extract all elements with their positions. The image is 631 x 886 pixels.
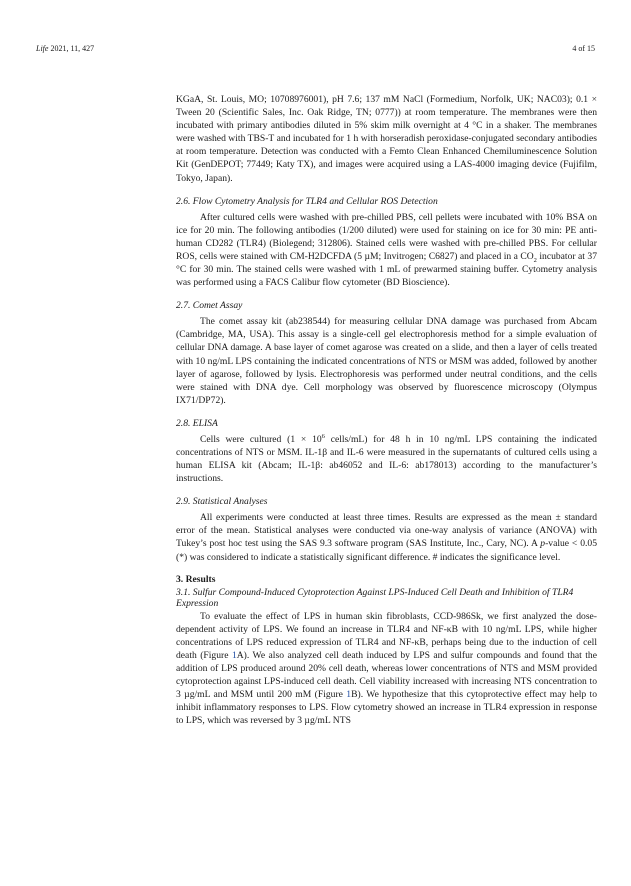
paragraph-comet-assay: The comet assay kit (ab238544) for measuring cellular DNA damage was purchased from Abcam (Cambridge, MA, USA). This assay is a single-cell gel electrophoresis method for a simple evaluation of cellular DNA damage. A base layer of comet agarose was created on a slide, and then a layer of cells treated with 10 ng/mL LPS containing the indicated concentrations of NTS or MSM was added, followed by another layer of agarose, followed by lysis. Electrophoresis was performed under neutral conditions, and the cells were stained with DNA dye. Cell morphology was observed by fluorescence microscopy (Olympus IX71/DP72). <box>176 316 597 406</box>
paragraph-western-blot: KGaA, St. Louis, MO; 10708976001), pH 7.6; 137 mM NaCl (Formedium, Norfolk, UK; NAC03); 0.1 × Tween 20 (Scientific Sales, Inc. Oak Ridge, TN; 0777)) at room temperature. The membranes were then incubated with primary antibodies diluted in 5% skim milk overnight at 4 °C in a shaker. The membranes were washed with TBS-T and incubated for 1 h with horseradish peroxidase-conjugated secondary antibodies at room temperature. Detection was conducted with a Femto Clean Enhanced Chemiluminescence Solution Kit (GenDEPOT; 77449; Katy TX), and images were acquired using a LAS-4000 imaging device (Fujifilm, Tokyo, Japan). <box>176 94 597 184</box>
running-header <box>36 43 595 55</box>
paragraph-statistics <box>176 511 597 563</box>
volume-info: 2021, 11, 427 <box>48 44 95 53</box>
section-heading-results: 3. Results <box>176 573 216 585</box>
figure-link-1a[interactable]: 1 <box>231 649 237 661</box>
stats-text-a: All experiments were conducted at least three times. Results are expressed as the mean ± standard error of the mean. Statistical analyses were conducted via one-way analysis of variance (ANOVA) with Tukey’s post hoc test using the SAS 9.3 software program (SAS Institute, Inc., Cary, NC). A <box>176 512 597 550</box>
flow-text-b: incubator at 37 °C for 30 min. The stained cells were washed with 1 mL of prewarmed staining buffer. Cytometry analysis was performed using a FACS Calibur flow cytometer (BD Bioscience). <box>176 250 597 289</box>
section-heading-2-6: 2.6. Flow Cytometry Analysis for TLR4 and Cellular ROS Detection <box>176 195 438 207</box>
paragraph-elisa <box>176 433 597 485</box>
journal-citation <box>36 43 94 55</box>
page-number: 4 of 15 <box>572 44 595 53</box>
subsection-heading-3-1: 3.1. Sulfur Compound-Induced Cytoprotection Against LPS-Induced Cell Death and Inhibition of TLR4 Expression <box>176 586 574 609</box>
paragraph-flow-cytometry <box>176 211 597 290</box>
results-text-b: A). We also analyzed cell death induced by LPS and sulfur compounds and found that the addition of LPS produced around 20% cell death, whereas lower concentrations of NTS and MSM provided cytoprotection against LPS-induced cell death. Cell viability increased with increasing NTS concentration to 3 µg/mL and MSM until 200 mM (Figure <box>176 649 597 701</box>
results-text-a: To evaluate the effect of LPS in human skin fibroblasts, CCD-986Sk, we first analyzed the dose-dependent activity of LPS. We found an increase in TLR4 and NF-κB with 10 ng/mL LPS, while higher concentrations of LPS reduced expression of TLR4 and NF-κB, perhaps being due to the induction of cell death (Figure <box>176 610 597 661</box>
section-heading-2-8: 2.8. ELISA <box>176 417 218 429</box>
stats-text-b: -value < 0.05 (*) was considered to indicate a statistically significant difference. # indicates the significance level. <box>176 538 597 563</box>
co2-subscript: 2 <box>533 256 537 264</box>
journal-name: Life <box>36 44 49 53</box>
elisa-text-b: cells/mL) for 48 h in 10 ng/mL LPS containing the indicated concentrations of NTS or MSM. IL-1β and IL-6 were measured in the supernatants of cultured cells using a human ELISA kit (Abcam; IL-1β: ab46052 and IL-6: ab178013) according to the manufacturer’s instructions. <box>176 433 597 485</box>
figure-link-1b[interactable]: 1 <box>346 689 352 701</box>
section-heading-2-7: 2.7. Comet Assay <box>176 300 243 312</box>
article-body <box>176 93 597 727</box>
paragraph-results <box>176 610 597 728</box>
p-value-italic: p <box>540 538 546 550</box>
section-heading-2-9: 2.9. Statistical Analyses <box>176 496 268 508</box>
results-text-c: B). We hypothesize that this cytoprotective effect may help to inhibit inflammatory responses to LPS. Flow cytometry showed an increase in TLR4 expression in response to LPS, which was reversed by 3 µg/mL NTS <box>176 689 598 727</box>
exponent-superscript: 6 <box>321 432 325 440</box>
flow-text-a: After cultured cells were washed with pre-chilled PBS, cell pellets were incubated with 10% BSA on ice for 20 min. The following antibodies (1/200 diluted) were used for staining on ice for 30 min: PE anti-human CD282 (TLR4) (Biolegend; 312806). Stained cells were washed with pre-chilled PBS. For cellular ROS, cells were stained with CM-H2DCFDA (5 µM; Invitrogen; C6827) and placed in a CO <box>176 211 597 262</box>
elisa-text-a: Cells were cultured (1 × 10 <box>200 433 322 445</box>
